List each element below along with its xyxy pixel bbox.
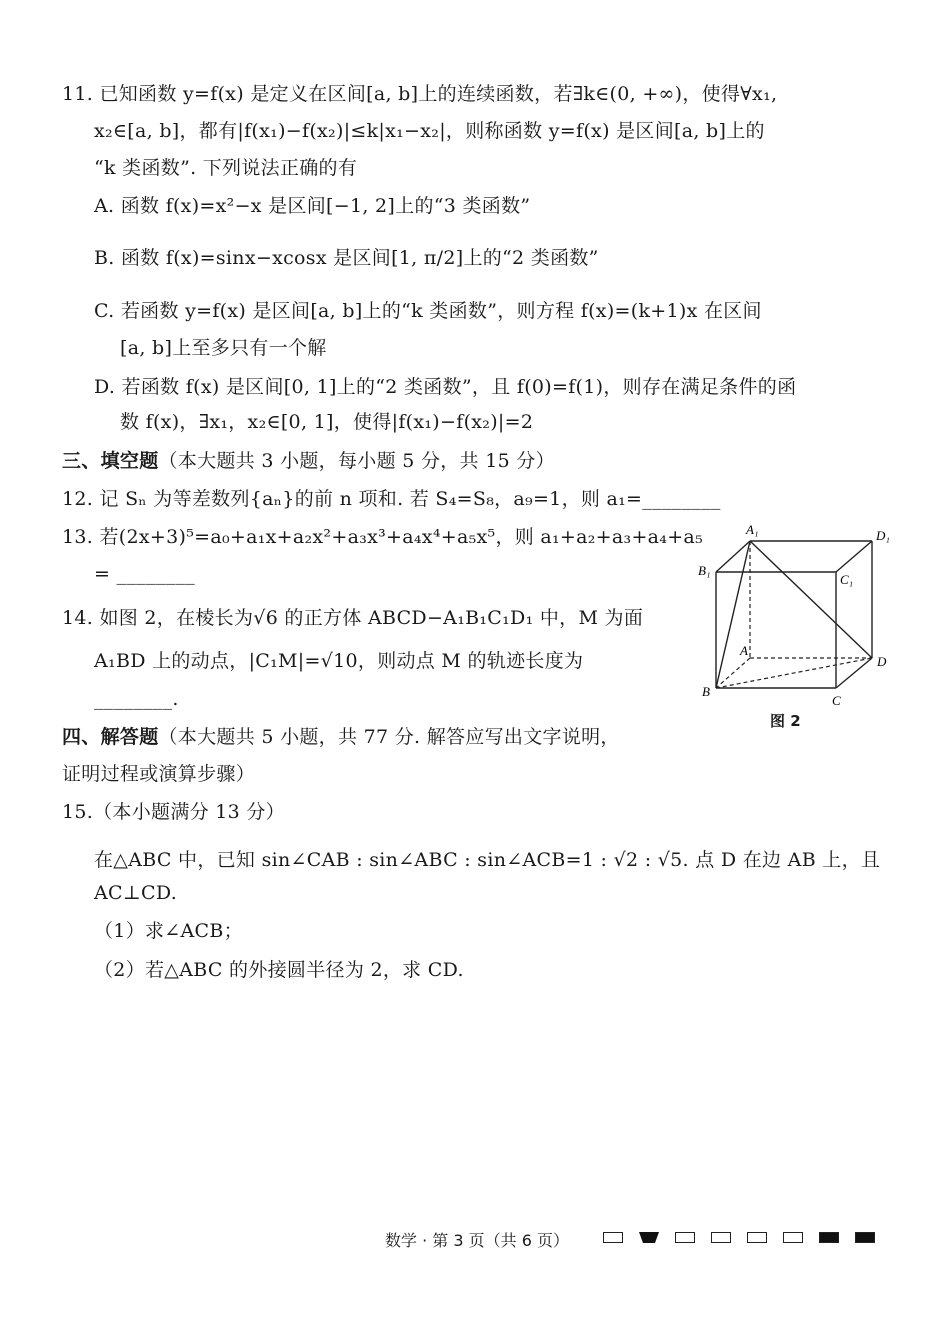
q11-option-c-line2: [a, b]上至多只有一个解	[120, 337, 327, 359]
figure-caption: 图 2	[770, 712, 801, 730]
scan-mark	[603, 1232, 623, 1243]
section4-note-line2: 证明过程或演算步骤）	[62, 763, 256, 785]
q15-part1: （1）求∠ACB；	[94, 920, 243, 942]
label-d: D	[877, 654, 887, 669]
q11-option-d-line2: 数 f(x)，∃x₁，x₂∈[0, 1]，使得|f(x₁)−f(x₂)|=2	[120, 411, 534, 433]
segment-a1-d	[750, 541, 872, 658]
scan-mark	[855, 1232, 875, 1243]
q15-head: 15.（本小题满分 13 分）	[62, 801, 285, 823]
edge-c1-d1	[836, 541, 872, 572]
scan-mark	[783, 1232, 803, 1243]
label-b: B	[702, 684, 710, 699]
section3-title: 三、填空题	[62, 450, 159, 472]
scan-mark	[711, 1232, 731, 1243]
scan-mark	[747, 1232, 767, 1243]
q12: 12. 记 Sₙ 为等差数列{aₙ}的前 n 项和. 若 S₄=S₈，a₉=1，则 a₁=________	[62, 488, 721, 510]
section3-note: （本大题共 3 小题，每小题 5 分，共 15 分）	[158, 450, 555, 472]
q11-option-d-line1: D. 若函数 f(x) 是区间[0, 1]上的“2 类函数”，且 f(0)=f(1)，则存在满足条件的函	[94, 376, 797, 398]
q15-stem-line2: AC⊥CD.	[94, 882, 178, 904]
scan-mark	[675, 1232, 695, 1243]
edge-a1-b1	[716, 541, 750, 572]
hidden-edge-a-b	[716, 658, 750, 688]
q11-option-a: A. 函数 f(x)=x²−x 是区间[−1, 2]上的“3 类函数”	[94, 195, 531, 217]
cube-figure	[690, 520, 900, 740]
q13-line2: = ________	[94, 563, 195, 585]
section3-heading	[62, 448, 555, 474]
q13-line1: 13. 若(2x+3)⁵=a₀+a₁x+a₂x²+a₃x³+a₄x⁴+a₅x⁵，则 a₁+a₂+a₃+a₄+a₅	[62, 526, 703, 548]
label-a: A	[740, 643, 748, 658]
section4-title: 四、解答题	[62, 726, 159, 748]
scan-mark	[639, 1232, 659, 1243]
q14-line2: A₁BD 上的动点，|C₁M|=√10，则动点 M 的轨迹长度为	[94, 650, 584, 672]
label-c: C	[832, 693, 841, 708]
q11-line2: x₂∈[a, b]，都有|f(x₁)−f(x₂)|≤k|x₁−x₂|，则称函数 y=f(x) 是区间[a, b]上的	[94, 120, 765, 142]
cube-diagram	[690, 520, 900, 710]
hidden-diagonal-b-d	[716, 658, 872, 688]
scan-mark	[819, 1232, 839, 1243]
page-footer: 数学 · 第 3 页（共 6 页）	[385, 1231, 569, 1250]
segment-a1-b	[716, 541, 750, 688]
q11-line1: 11. 已知函数 y=f(x) 是定义在区间[a, b]上的连续函数，若∃k∈(0, +∞)，使得∀x₁,	[62, 83, 778, 105]
q15-part2: （2）若△ABC 的外接圆半径为 2，求 CD.	[94, 959, 464, 981]
q15-stem-line1: 在△ABC 中，已知 sin∠CAB : sin∠ABC : sin∠ACB=1 : √2 : √5. 点 D 在边 AB 上，且	[94, 849, 881, 871]
edge-c-d	[836, 658, 872, 688]
label-c1: C₁	[840, 572, 854, 587]
section4-heading	[62, 724, 620, 750]
label-b1: B₁	[698, 563, 711, 578]
q14-line1: 14. 如图 2，在棱长为√6 的正方体 ABCD−A₁B₁C₁D₁ 中，M 为面	[62, 607, 644, 629]
label-d1: D₁	[876, 528, 890, 543]
q11-option-b: B. 函数 f(x)=sinx−xcosx 是区间[1, π/2]上的“2 类函数”	[94, 247, 599, 269]
scan-marks	[603, 1232, 875, 1243]
section4-note: （本大题共 5 小题，共 77 分. 解答应写出文字说明，	[158, 726, 620, 748]
q14-line3: ________.	[94, 688, 179, 710]
q11-line3: “k 类函数”. 下列说法正确的有	[94, 157, 358, 179]
label-a1: A₁	[746, 522, 759, 537]
q11-option-c-line1: C. 若函数 y=f(x) 是区间[a, b]上的“k 类函数”，则方程 f(x)=(k+1)x 在区间	[94, 300, 762, 322]
